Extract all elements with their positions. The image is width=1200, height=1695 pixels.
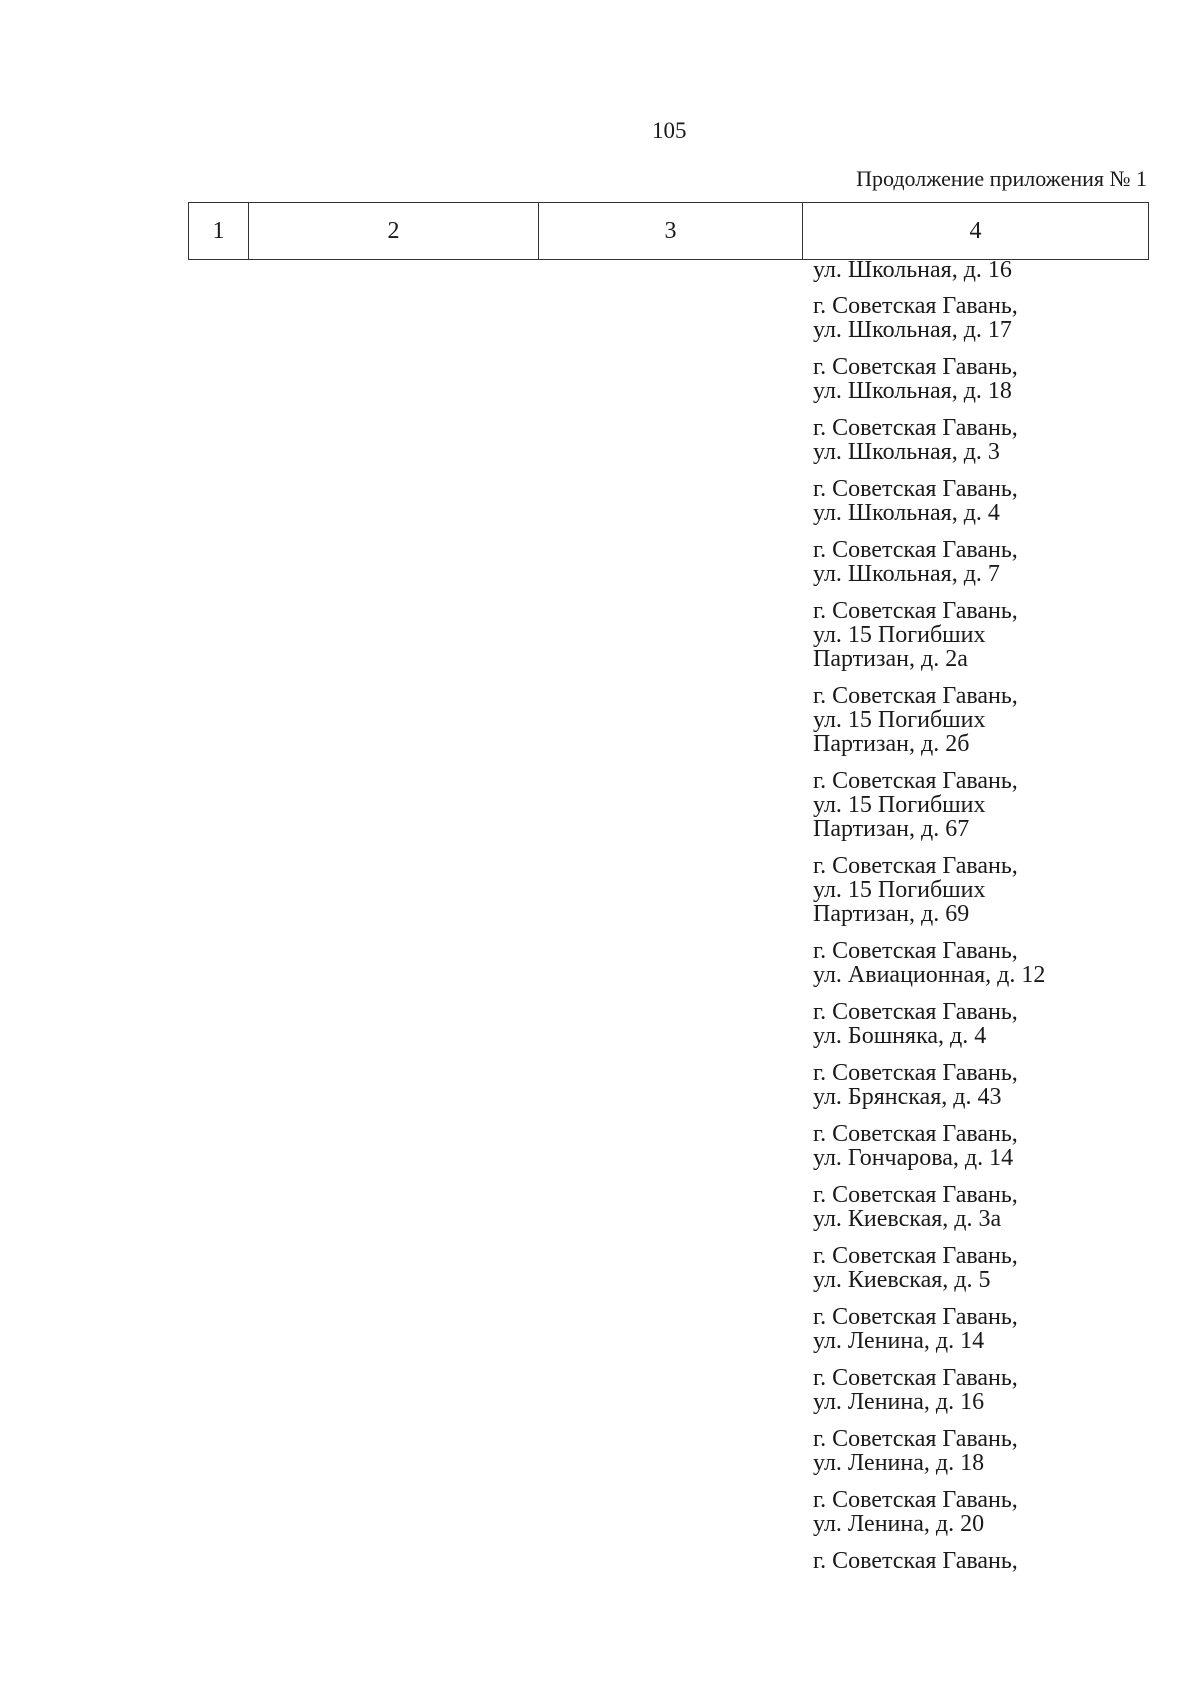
address-entry: г. Советская Гавань, ул. Школьная, д. 4 xyxy=(813,476,1018,526)
address-entry: г. Советская Гавань, ул. Ленина, д. 16 xyxy=(813,1365,1018,1415)
column-header-2: 2 xyxy=(249,203,539,259)
address-entry: г. Советская Гавань, ул. Киевская, д. 5 xyxy=(813,1243,1018,1293)
page-number: 105 xyxy=(652,118,687,143)
address-entry: г. Советская Гавань, ул. Школьная, д. 17 xyxy=(813,293,1018,343)
column-header-1: 1 xyxy=(189,203,249,259)
address-entry: г. Советская Гавань, ул. Ленина, д. 14 xyxy=(813,1304,1018,1354)
address-list xyxy=(813,258,1153,1586)
address-entry: г. Советская Гавань, ул. Авиационная, д. 12 xyxy=(813,938,1046,988)
continuation-label: Продолжение приложения № 1 xyxy=(856,166,1147,191)
address-entry: г. Советская Гавань, ул. 15 Погибших Партизан, д. 67 xyxy=(813,768,1018,842)
address-entry: г. Советская Гавань, ул. 15 Погибших Партизан, д. 2б xyxy=(813,683,1018,757)
column-header-3: 3 xyxy=(539,203,803,259)
column-header-4: 4 xyxy=(969,217,982,244)
address-entry: г. Советская Гавань, ул. Ленина, д. 20 xyxy=(813,1487,1018,1537)
address-entry: г. Советская Гавань, ул. Бошняка, д. 4 xyxy=(813,999,1018,1049)
address-entry: г. Советская Гавань, ул. 15 Погибших Партизан, д. 69 xyxy=(813,853,1018,927)
table-header-row xyxy=(188,202,1149,260)
address-entry: г. Советская Гавань, ул. 15 Погибших Партизан, д. 2а xyxy=(813,598,1018,672)
address-entry: г. Советская Гавань, ул. Школьная, д. 18 xyxy=(813,354,1018,404)
address-entry: г. Советская Гавань, ул. Киевская, д. 3а xyxy=(813,1182,1018,1232)
address-entry: г. Советская Гавань, ул. Брянская, д. 43 xyxy=(813,1060,1018,1110)
address-entry: г. Советская Гавань, xyxy=(813,1548,1018,1574)
address-entry: г. Советская Гавань, ул. Школьная, д. 7 xyxy=(813,537,1018,587)
address-entry: ул. Школьная, д. 16 xyxy=(813,257,1012,283)
address-entry: г. Советская Гавань, ул. Ленина, д. 18 xyxy=(813,1426,1018,1476)
address-entry: г. Советская Гавань, ул. Гончарова, д. 14 xyxy=(813,1121,1018,1171)
address-entry: г. Советская Гавань, ул. Школьная, д. 3 xyxy=(813,415,1018,465)
